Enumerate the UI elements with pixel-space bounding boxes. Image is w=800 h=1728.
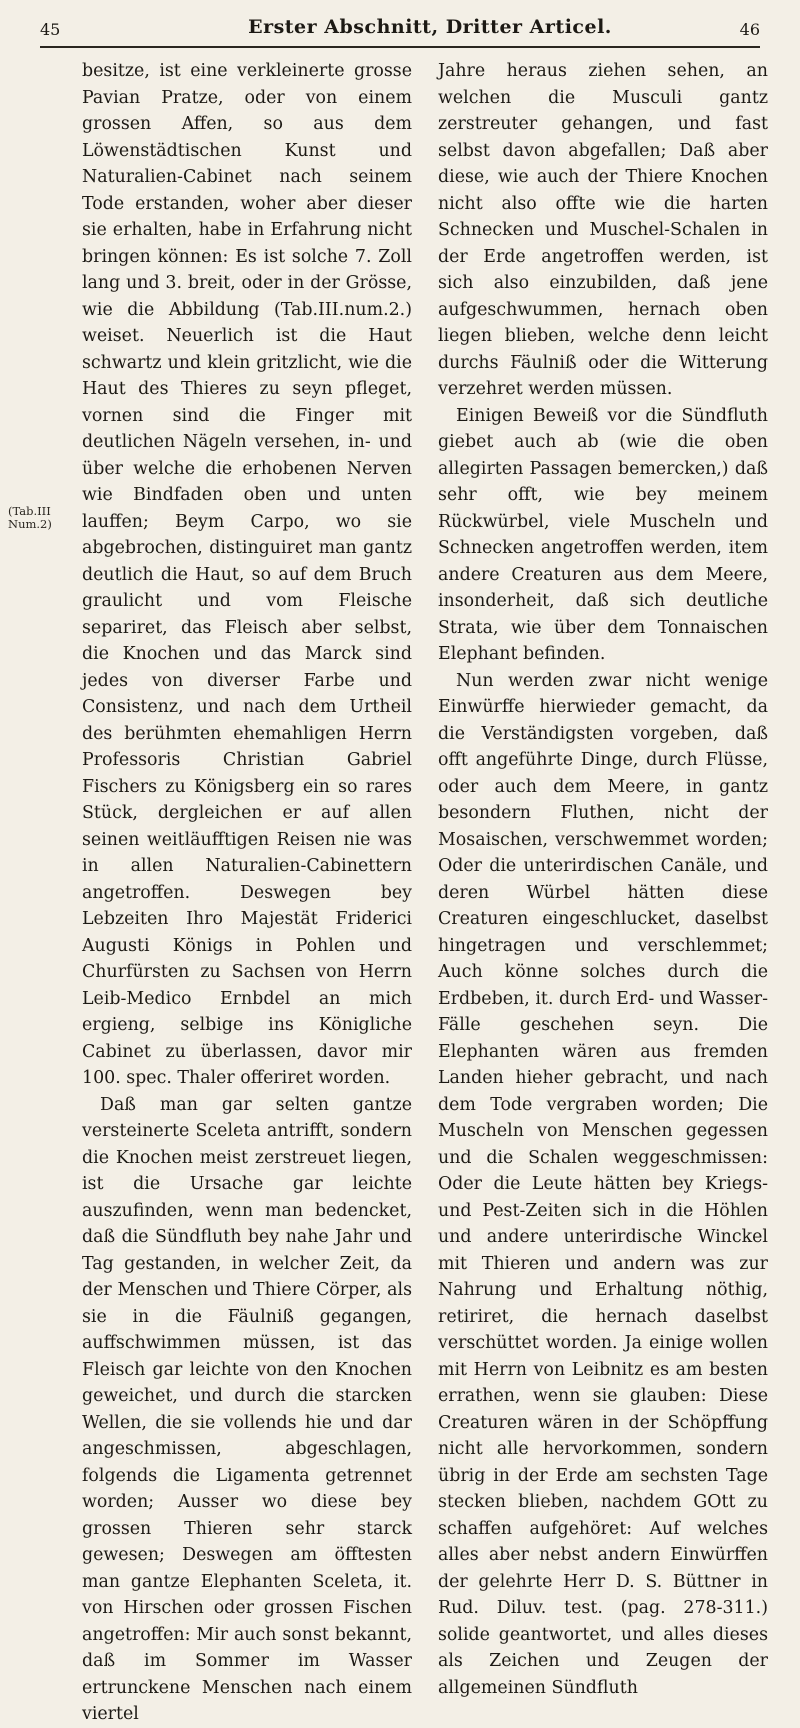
- page-number-right: 46: [739, 20, 760, 39]
- running-title: Erster Abschnitt, Dritter Articel.: [248, 16, 612, 38]
- paragraph: Daß man gar selten gantze versteinerte Sceleta antrifft, sondern die Knochen meist zerstreuet liegen, ist die Ursache gar leichte auszufinden, wenn man bedencket, daß die Sündfluth bey nahe Jahr und Tag gestanden, in welcher Zeit, da der Menschen und Thiere Cörper, als sie in die Fäulniß gegangen, auffschwimmen müssen, ist das Fleisch gar leichte von den Knochen geweichet, und durch die starcken Wellen, die sie vollends hie und dar angeschmissen, abgeschlagen, folgends die Ligamenta getrennet worden; Ausser wo diese bey grossen Thieren sehr starck gewesen; Deswegen am öfftesten man gantze Elephanten Sceleta, it. von Hirschen oder grossen Fischen angetroffen: Mir auch sonst bekannt, daß im Sommer im Wasser ertrunckene Menschen nach einem viertel: [82, 1094, 412, 1724]
- paragraph: Einigen Beweiß vor die Sündfluth giebet auch ab (wie die oben allegirten Passagen bemercken,) daß sehr offt, wie bey meinem Rückwürbel, viele Muscheln und Schnecken angetroffen werden, item andere Creaturen aus dem Meere, insonderheit, daß sich deutliche Strata, wie über dem Tonnaischen Elephant befinden.: [438, 405, 768, 664]
- page-header: [40, 14, 760, 44]
- paragraph: Jahre heraus ziehen sehen, an welchen die Musculi gantz zerstreuter gehangen, und fast selbst davon abgefallen; Daß aber diese, wie auch der Thiere Knochen nicht also offte wie die harten Schnecken und Muschel-Schalen in der Erde angetroffen werden, ist sich also einzubilden, daß jene aufgeschwummen, hernach oben liegen blieben, welche denn leicht durchs Fäulniß oder die Witterung verzehret werden müssen.: [438, 61, 768, 399]
- margin-note: (Tab.III Num.2): [8, 504, 52, 531]
- page-number-left: 45: [40, 20, 61, 39]
- right-column: [438, 58, 768, 1701]
- paragraph: besitze, ist eine verkleinerte grosse Pavian Pratze, oder von einem grossen Affen, so aus dem Löwenstädtischen Kunst und Naturalien-Cabinet nach seinem Tode erstanden, woher aber dieser sie erhalten, habe in Erfahrung nicht bringen können: Es ist solche 7. Zoll lang und 3. breit, oder in der Grösse, wie die Abbildung (Tab.III.num.2.) weiset. Neuerlich ist die Haut schwartz und klein gritzlicht, wie die Haut des Thieres zu seyn pfleget, vornen sind die Finger mit deutlichen Nägeln versehen, in- und über welche die erhobenen Nerven wie Bindfaden oben und unten lauffen; Beym Carpo, wo sie abgebrochen, distinguiret man gantz deutlich die Haut, so auf dem Bruch graulicht und vom Fleische separiret, das Fleisch aber selbst, die Knochen und das Marck sind jedes von diverser Farbe und Consistenz, und nach dem Urtheil des berühmten ehemahligen Herrn Professoris Christian Gabriel Fischers zu Königsberg ein so rares Stück, dergleichen er auf allen seinen weitläufftigen Reisen nie was in allen Naturalien-Cabinettern angetroffen. Deswegen bey Lebzeiten Ihro Majestät Friderici Augusti Königs in Pohlen und Churfürsten zu Sachsen von Herrn Leib-Medico Ernbdel an mich ergieng, selbige ins Königliche Cabinet zu überlassen, davor mir 100. spec. Thaler offeriret worden.: [82, 61, 412, 1088]
- header-rule: [40, 46, 760, 48]
- left-column: [82, 58, 412, 1728]
- paragraph: Nun werden zwar nicht wenige Einwürffe hierwieder gemacht, da die Verständigsten vorgeben, daß offt angeführte Dinge, durch Flüsse, oder auch dem Meere, in gantz besondern Fluthen, nicht der Mosaischen, verschwemmet worden; Oder die unterirdischen Canäle, und deren Würbel hätten diese Creaturen eingeschlucket, daselbst hingetragen und verschlemmet; Auch könne solches durch die Erdbeben, it. durch Erd- und Wasser-Fälle geschehen seyn. Die Elephanten wären aus fremden Landen hieher gebracht, und nach dem Tode vergraben worden; Die Muscheln von Menschen gegessen und die Schalen weggeschmissen: Oder die Leute hätten bey Kriegs- und Pest-Zeiten sich in die Höhlen und andere unterirdische Winckel mit Thieren und andern was zur Nahrung und Erhaltung nöthig, retiriret, die hernach daselbst verschüttet worden. Ja einige wollen mit Herrn von Leibnitz es am besten errathen, wenn sie glauben: Diese Creaturen wären in der Schöpffung nicht alle hervorkommen, sondern übrig in der Erde am sechsten Tage stecken blieben, nachdem GOtt zu schaffen aufgehöret: Auf welches alles aber nebst andern Einwürffen der gelehrte Herr D. S. Büttner in Rud. Diluv. test. (pag. 278-311.) solide geantwortet, und alles dieses als Zeichen und Zeugen der allgemeinen Sündfluth: [438, 670, 768, 1698]
